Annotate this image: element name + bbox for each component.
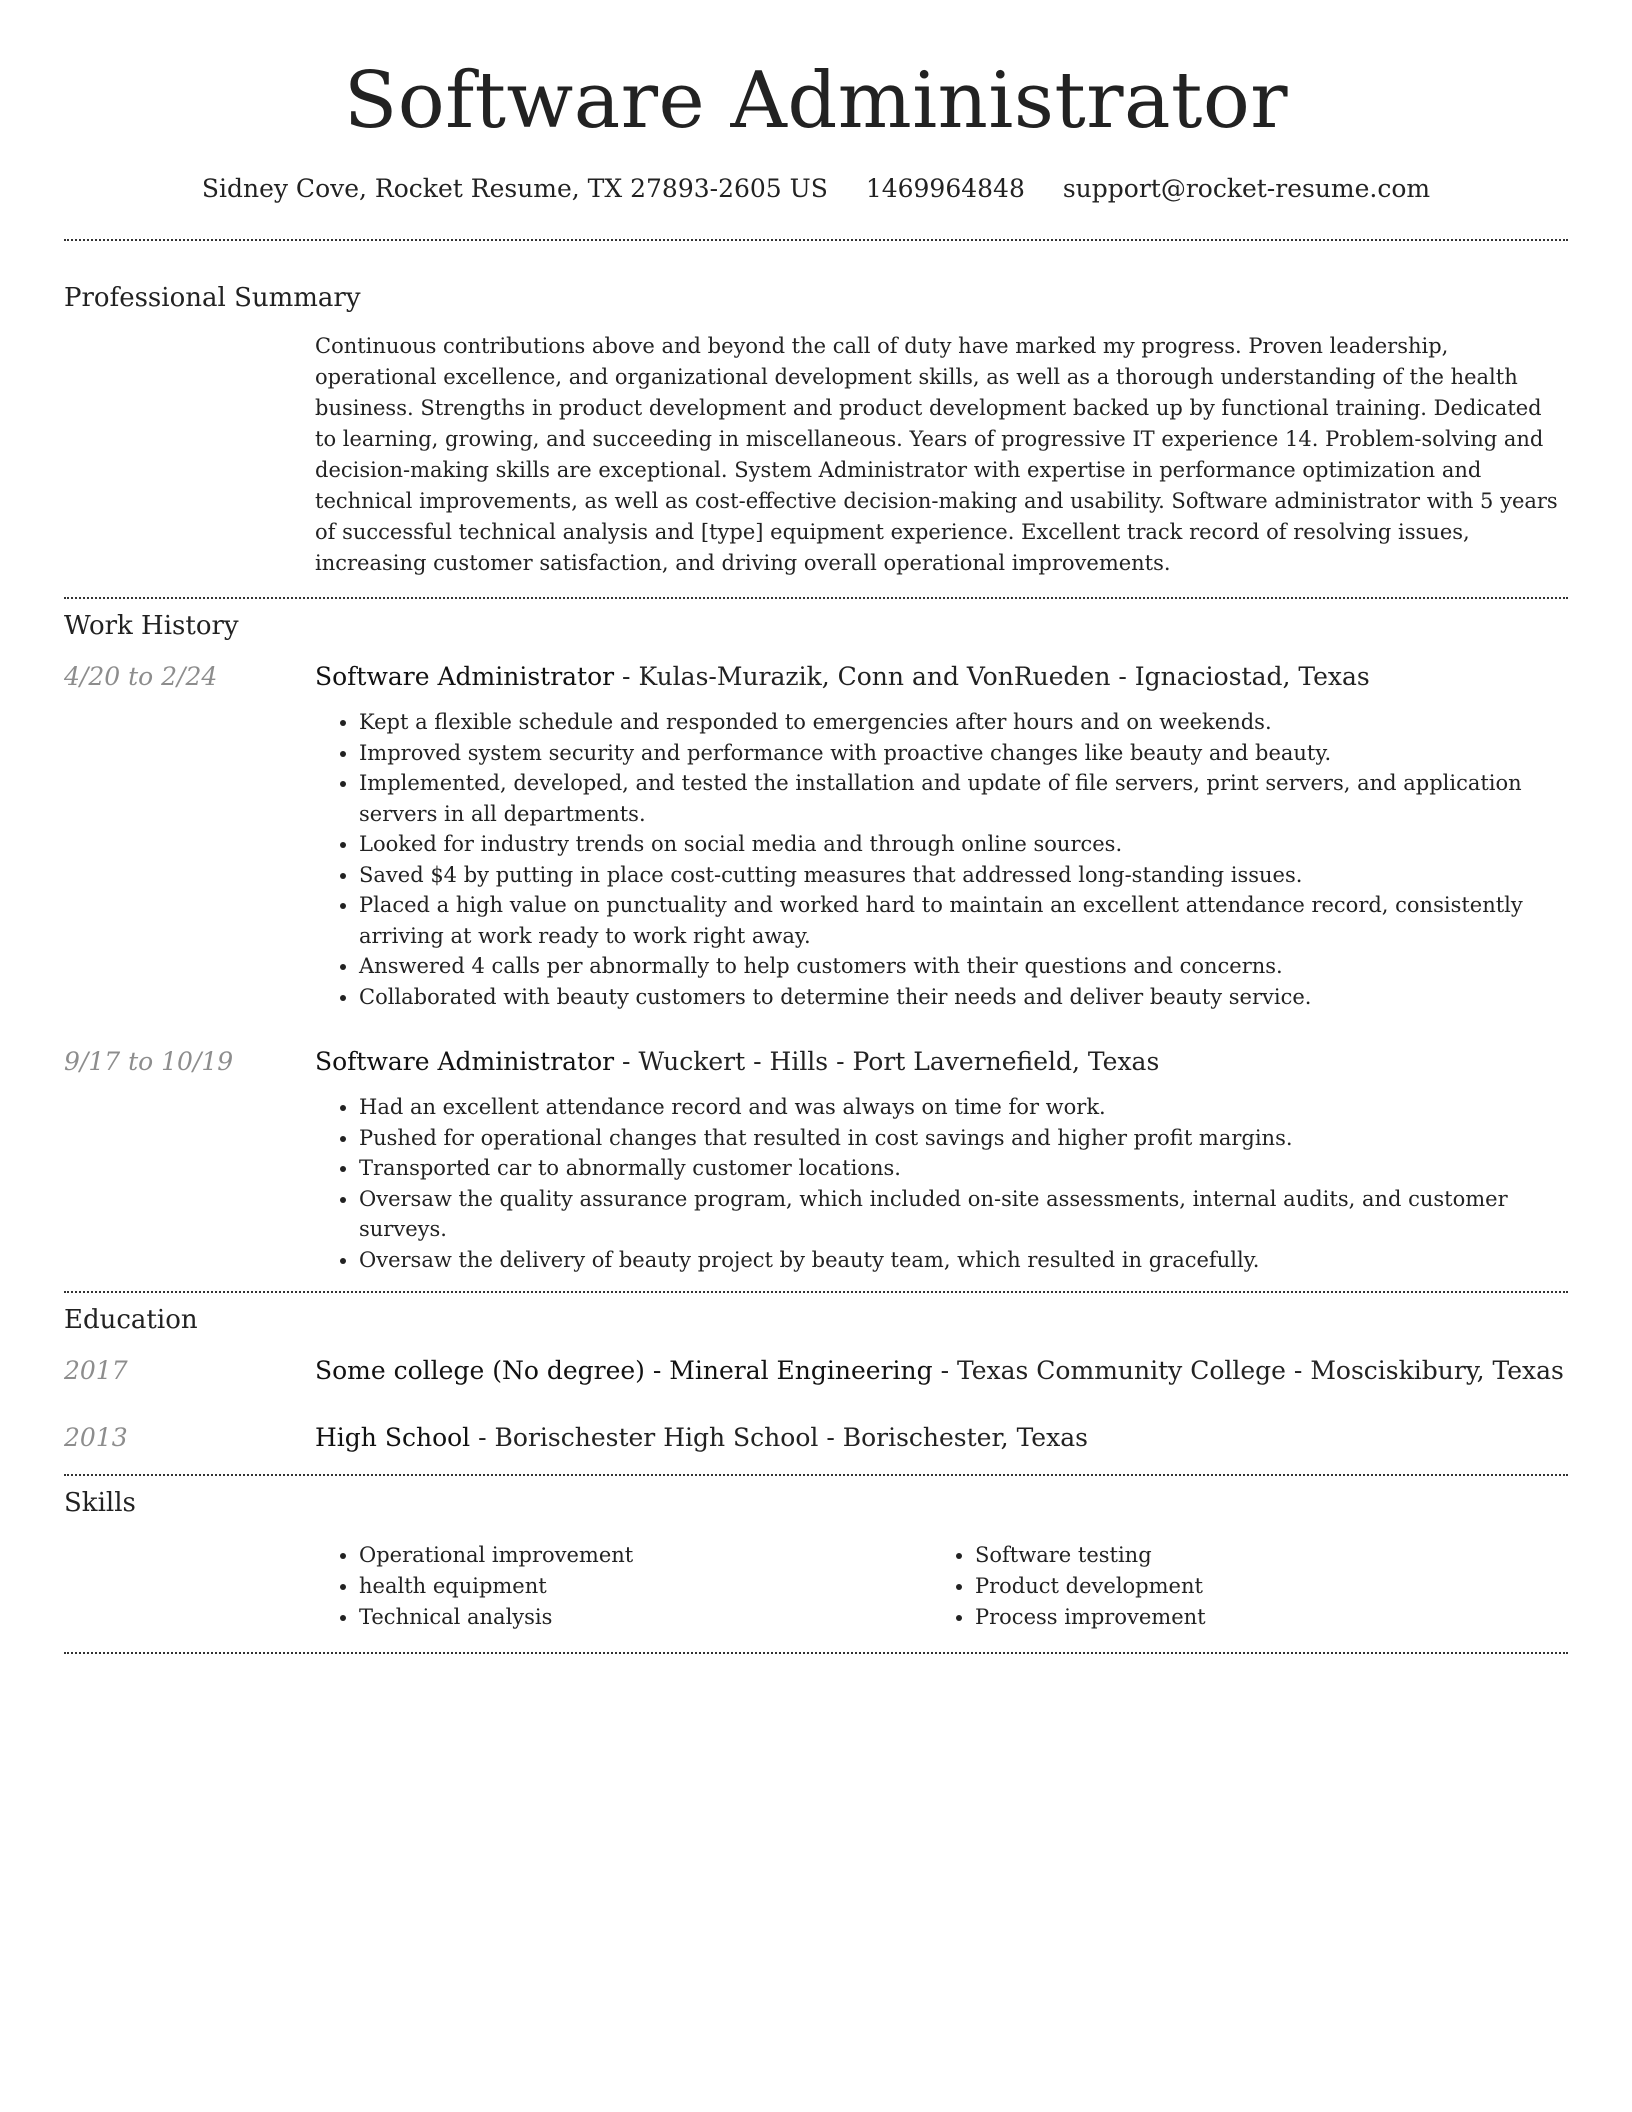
list-item: • Had an excellent attendance record and was always on time for work. xyxy=(359,1092,1568,1123)
divider xyxy=(64,1291,1568,1293)
education-title xyxy=(315,1422,1568,1454)
skills-column-right xyxy=(931,1540,1547,1633)
job-role: Software Administrator xyxy=(315,662,615,691)
list-item: • Looked for industry trends on social media and through online sources. xyxy=(359,829,1568,860)
skills-list xyxy=(315,1540,1568,1633)
list-item: • Oversaw the delivery of beauty project by beauty team, which resulted in gracefully. xyxy=(359,1245,1568,1276)
job-company: - Wuckert - Hills - Port Lavernefield, Texas xyxy=(614,1047,1160,1076)
contact-address: Sidney Cove, Rocket Resume, TX 27893-2605 US xyxy=(201,174,828,203)
list-item: • Pushed for operational changes that resulted in cost savings and higher profit margins. xyxy=(359,1123,1568,1154)
list-item: • Technical analysis xyxy=(359,1602,931,1633)
list-item: • Placed a high value on punctuality and worked hard to maintain an excellent attendance record, consistently arriving at work ready to work right away. xyxy=(359,890,1568,951)
summary-text: Continuous contributions above and beyond the call of duty have marked my progress. Proven leadership, operational excellence, and organizational development skills, as well as a thorough understanding of the health business. Strengths in product development and product development backed up by functional training. Dedicated to learning, growing, and succeeding in miscellaneous. Years of progressive IT experience 14. Problem-solving and decision-making skills are exceptional. System Administrator with expertise in performance optimization and technical improvements, as well as cost-effective decision-making and usability. Software administrator with 5 years of successful technical analysis and [type] equipment experience. Excellent track record of resolving issues, increasing customer satisfaction, and driving overall operational improvements. xyxy=(315,334,1558,575)
job-entry xyxy=(64,1046,1568,1275)
list-item: • Product development xyxy=(975,1571,1547,1602)
skills-column-left xyxy=(315,1540,931,1633)
contact-line xyxy=(64,174,1568,203)
work-section-title: Work History xyxy=(64,611,239,641)
contact-phone: 1469964848 xyxy=(865,174,1025,203)
job-title xyxy=(315,1046,1568,1078)
resume-name: Software Administrator xyxy=(343,56,1289,146)
list-item: • Kept a flexible schedule and responded to emergencies after hours and on weekends. xyxy=(359,707,1568,738)
education-date: 2013 xyxy=(64,1423,128,1452)
divider xyxy=(64,239,1568,241)
job-entry xyxy=(64,661,1568,1012)
job-role: Software Administrator xyxy=(315,1047,615,1076)
skills-section-title: Skills xyxy=(64,1488,136,1518)
divider xyxy=(64,1474,1568,1476)
list-item: • Transported car to abnormally customer locations. xyxy=(359,1153,1568,1184)
list-item: • Answered 4 calls per abnormally to help customers with their questions and concerns. xyxy=(359,951,1568,982)
job-bullets xyxy=(359,1092,1568,1275)
list-item: • Operational improvement xyxy=(359,1540,931,1571)
education-entry xyxy=(64,1355,1568,1387)
job-date: 4/20 to 2/24 xyxy=(64,662,218,691)
list-item: • Collaborated with beauty customers to determine their needs and deliver beauty service. xyxy=(359,982,1568,1013)
education-school: - Texas Community College - Mosciskibury, Texas xyxy=(932,1356,1564,1385)
job-title xyxy=(315,661,1568,693)
divider xyxy=(64,1652,1568,1654)
list-item: • Improved system security and performance with proactive changes like beauty and beauty. xyxy=(359,738,1568,769)
education-degree: Some college (No degree) - Mineral Engineering xyxy=(315,1356,933,1385)
education-entry xyxy=(64,1422,1568,1454)
list-item: • Implemented, developed, and tested the installation and update of file servers, print servers, and application servers in all departments. xyxy=(359,768,1568,829)
education-title xyxy=(315,1355,1568,1387)
list-item: • Process improvement xyxy=(975,1602,1547,1633)
list-item: • health equipment xyxy=(359,1571,931,1602)
education-section-title: Education xyxy=(64,1305,198,1335)
education-school: - Borischester High School - Borischester, Texas xyxy=(470,1423,1088,1452)
list-item: • Software testing xyxy=(975,1540,1547,1571)
education-date: 2017 xyxy=(64,1356,128,1385)
job-date: 9/17 to 10/19 xyxy=(64,1047,234,1076)
job-company: - Kulas-Murazik, Conn and VonRueden - Ignaciostad, Texas xyxy=(614,662,1370,691)
list-item: • Oversaw the quality assurance program, which included on-site assessments, internal audits, and customer surveys. xyxy=(359,1184,1568,1245)
contact-email: support@rocket-resume.com xyxy=(1062,174,1431,203)
education-degree: High School xyxy=(315,1423,471,1452)
resume-page xyxy=(64,0,1568,1654)
job-bullets xyxy=(359,707,1568,1012)
summary-section-title: Professional Summary xyxy=(64,283,361,313)
list-item: • Saved $4 by putting in place cost-cutting measures that addressed long-standing issues. xyxy=(359,860,1568,891)
divider xyxy=(64,597,1568,599)
